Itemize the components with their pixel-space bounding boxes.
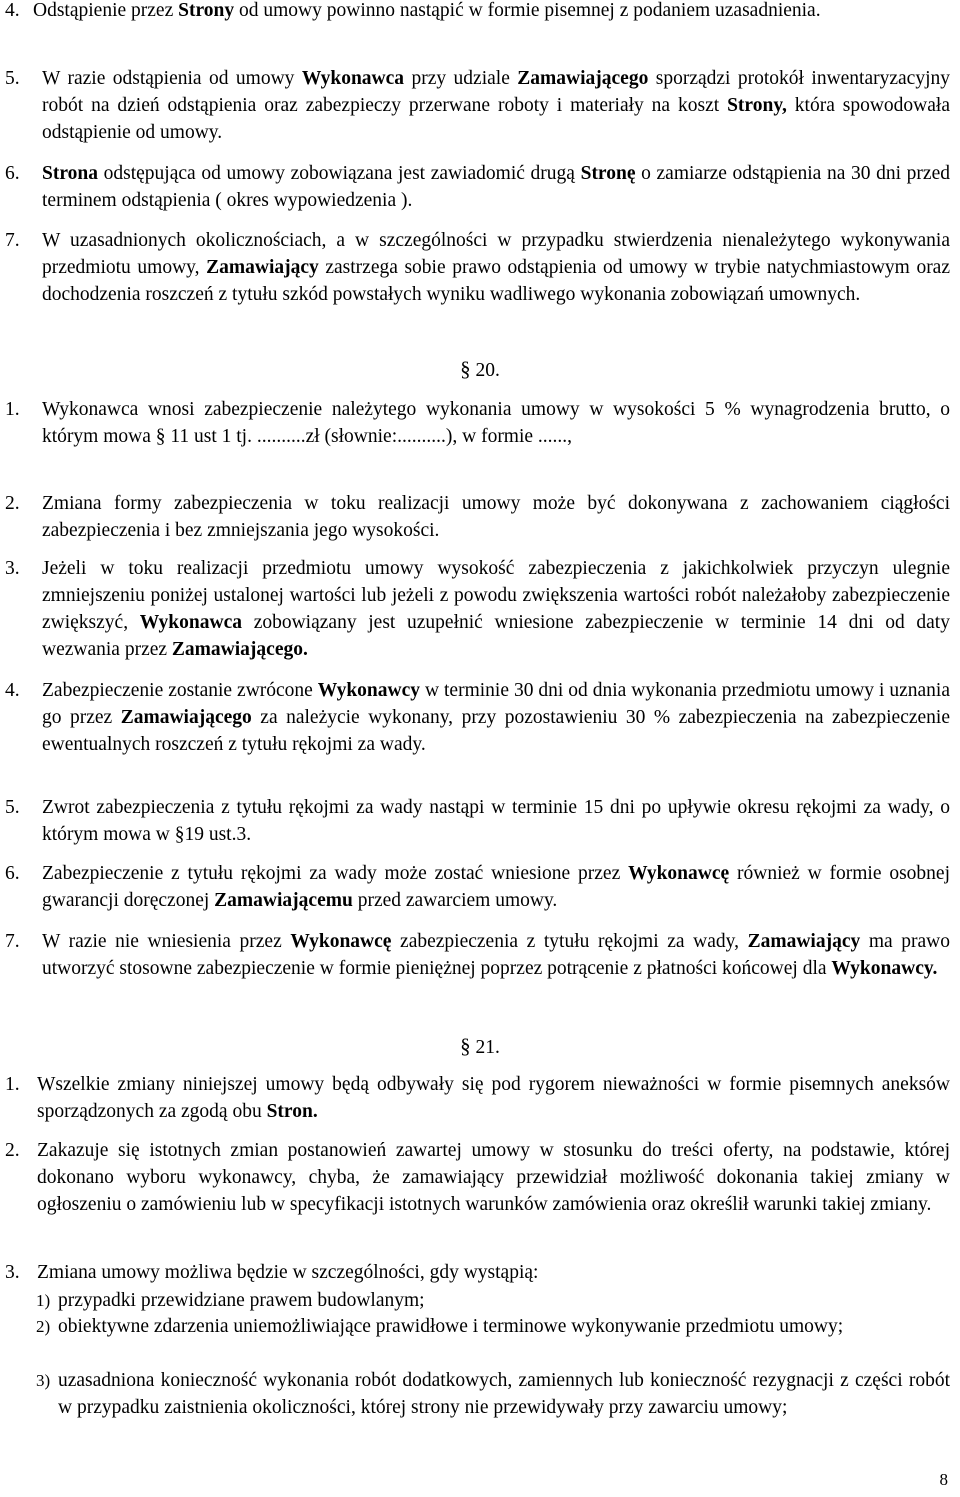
s21-item-2 <box>5 1137 950 1218</box>
s20-item-1 <box>5 396 950 450</box>
item-number: 3. <box>5 558 20 579</box>
s21-item-3 <box>5 1259 950 1286</box>
section-21-heading <box>0 1033 960 1061</box>
item-text: Zmiana umowy możliwa będzie w szczególności, gdy wystąpią: <box>37 1262 539 1283</box>
item-number: 5. <box>5 797 20 818</box>
item-text: Wszelkie zmiany niniejszej umowy będą odbywały się pod rygorem nieważności w formie pisemnych aneksów sporządzonych za zgodą obu Stron. <box>37 1074 950 1122</box>
s19-item-5 <box>5 65 950 146</box>
section-number: 20. <box>475 360 500 381</box>
item-number: 2. <box>5 493 20 514</box>
item-number: 3. <box>5 1262 20 1283</box>
section-number: 21. <box>475 1037 500 1058</box>
item-text: W uzasadnionych okolicznościach, a w szczególności w przypadku stwierdzenia nienależytego wykonywania przedmiotu umowy, Zamawiający zastrzega sobie prawo odstąpienia od umowy w trybie natychmiastowym oraz dochodzenia roszczeń z tytułu szkód powstałych wyniku wadliwego wykonania zobowiązań umownych. <box>42 230 950 305</box>
item-number: 7. <box>5 931 20 952</box>
s20-item-7 <box>5 928 950 982</box>
item-text: Zabezpieczenie z tytułu rękojmi za wady może zostać wniesione przez Wykonawcę również w formie osobnej gwarancji doręczonej Zamawiającemu przed zawarciem umowy. <box>42 863 950 911</box>
item-number: 6. <box>5 163 20 184</box>
item-text: Zwrot zabezpieczenia z tytułu rękojmi za wady nastąpi w terminie 15 dni po upływie okresu rękojmi za wady, o którym mowa w §19 ust.3. <box>42 797 950 845</box>
subitem-text: obiektywne zdarzenia uniemożliwiające prawidłowe i terminowe wykonywanie przedmiotu umowy; <box>58 1316 844 1337</box>
item-number: 5. <box>5 68 20 89</box>
item-number: 6. <box>5 863 20 884</box>
item-number: 4. <box>5 680 20 701</box>
subitem-text: przypadki przewidziane prawem budowlanym; <box>58 1290 425 1311</box>
item-number: 2. <box>5 1140 20 1161</box>
s21-subitem-2 <box>36 1313 950 1340</box>
item-text: W razie nie wniesienia przez Wykonawcę zabezpieczenia z tytułu rękojmi za wady, Zamawiający ma prawo utworzyć stosowne zabezpieczenie w formie pieniężnej poprzez potrącenie z płatności końcowej dla Wykonawcy. <box>42 931 950 979</box>
s20-item-3 <box>5 555 950 663</box>
s21-subitem-3 <box>36 1367 950 1421</box>
item-text: Wykonawca wnosi zabezpieczenie należytego wykonania umowy w wysokości 5 % wynagrodzenia brutto, o którym mowa § 11 ust 1 tj. ..........zł (słownie:..........), w formie ......, <box>42 399 950 447</box>
item-text: Jeżeli w toku realizacji przedmiotu umowy wysokość zabezpieczenia z jakichkolwiek przyczyn ulegnie zmniejszeniu poniżej ustalonej wartości lub jeżeli z powodu zwiększenia wartości robót należałoby zabezpieczenie zwiększyć, Wykonawca zobowiązany jest uzupełnić wniesione zabezpieczenie w terminie 14 dni od daty wezwania przez Zamawiającego. <box>42 558 950 660</box>
item-text: Zakazuje się istotnych zmian postanowień zawartej umowy w stosunku do treści oferty, na podstawie, której dokonano wyboru wykonawcy, chyba, że zamawiający przewidział możliwość dokonania takiej zmiany w ogłoszeniu o zamówieniu lub w specyfikacji istotnych warunków zamówienia oraz określił warunki takiej zmiany. <box>37 1140 950 1215</box>
s21-item-1 <box>5 1071 950 1125</box>
item-number: 4. <box>5 0 20 21</box>
subitem-number: 1) <box>36 1291 51 1310</box>
item-number: 7. <box>5 230 20 251</box>
section-20-heading <box>0 356 960 384</box>
s20-item-5 <box>5 794 950 848</box>
s19-item-4 <box>5 0 945 24</box>
page-number: 8 <box>939 1470 948 1489</box>
subitem-number: 2) <box>36 1317 51 1336</box>
subitem-text: uzasadniona konieczność wykonania robót dodatkowych, zamiennych lub konieczność rezygnacji z części robót w przypadku zaistnienia okoliczności, której strony nie przewidywały przy zawarciu umowy; <box>58 1370 950 1418</box>
s20-item-6 <box>5 860 950 914</box>
subitem-number: 3) <box>36 1371 51 1390</box>
item-text: Odstąpienie przez Strony od umowy powinno nastąpić w formie pisemnej z podaniem uzasadnienia. <box>33 0 821 21</box>
item-text: W razie odstąpienia od umowy Wykonawca przy udziale Zamawiającego sporządzi protokół inwentaryzacyjny robót na dzień odstąpienia oraz zabezpieczy przerwane roboty i materiały na koszt Strony, która spowodowała odstąpienie od umowy. <box>42 68 950 143</box>
s21-subitem-1 <box>36 1287 950 1314</box>
item-number: 1. <box>5 399 20 420</box>
s20-item-2 <box>5 490 950 544</box>
item-text: Zmiana formy zabezpieczenia w toku realizacji umowy może być dokonywana z zachowaniem ciągłości zabezpieczenia i bez zmniejszania jego wysokości. <box>42 493 950 541</box>
section-sign: § <box>460 357 471 381</box>
section-sign: § <box>460 1034 471 1058</box>
s20-item-4 <box>5 677 950 758</box>
item-text: Strona odstępująca od umowy zobowiązana jest zawiadomić drugą Stronę o zamiarze odstąpienia na 30 dni przed terminem odstąpienia ( okres wypowiedzenia ). <box>42 163 950 211</box>
item-number: 1. <box>5 1074 20 1095</box>
s19-item-7 <box>5 227 950 308</box>
item-text: Zabezpieczenie zostanie zwrócone Wykonawcy w terminie 30 dni od dnia wykonania przedmiotu umowy i uznania go przez Zamawiającego za należycie wykonany, przy pozostawieniu 30 % zabezpieczenia na zabezpieczenie ewentualnych roszczeń z tytułu rękojmi za wady. <box>42 680 951 755</box>
s19-item-6 <box>5 160 950 214</box>
